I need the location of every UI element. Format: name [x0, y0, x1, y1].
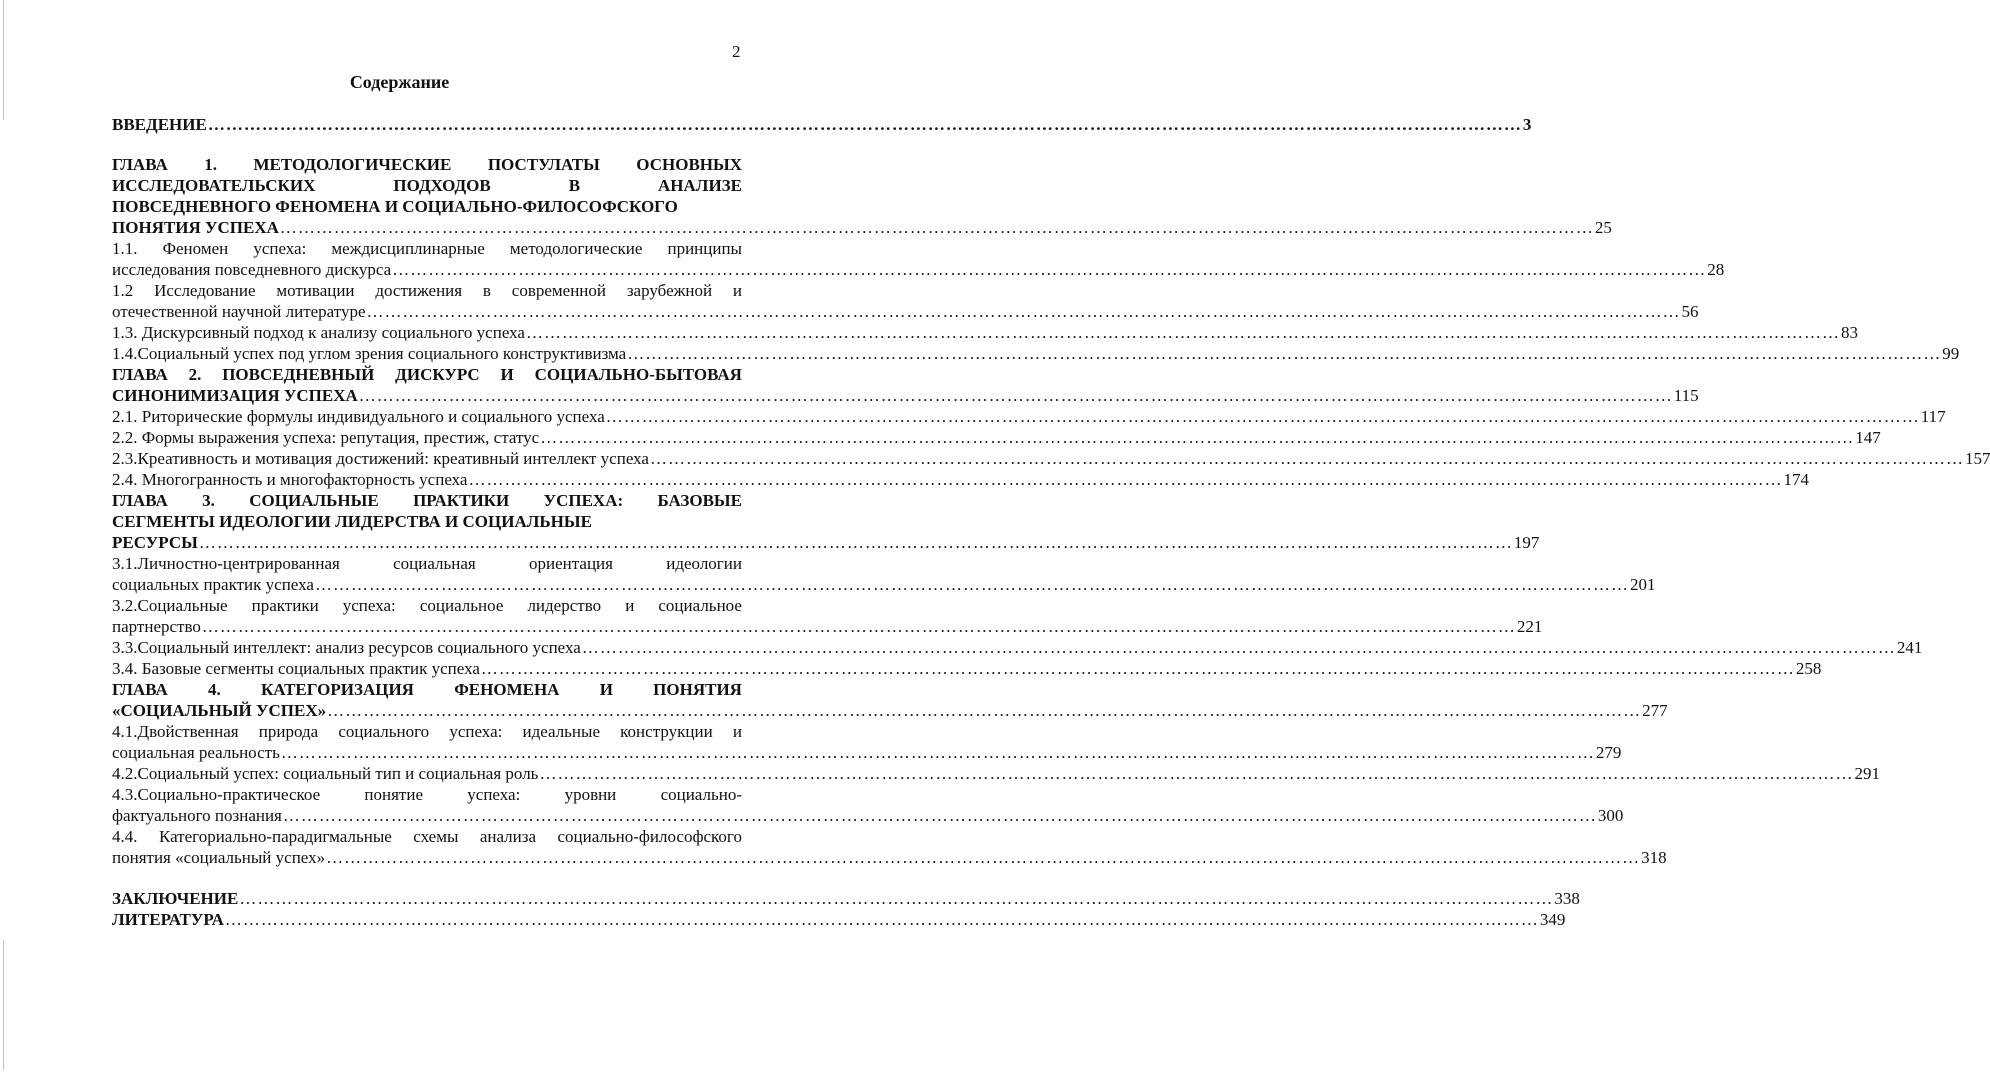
toc-section-2-1	[112, 406, 1946, 427]
toc-chapter-3	[112, 490, 1540, 553]
toc-line: ГЛАВА 4. КАТЕГОРИЗАЦИЯ ФЕНОМЕНА И ПОНЯТИЯ	[112, 680, 742, 699]
toc-entry-text: 2.2. Формы выражения успеха: репутация, престиж, статус	[112, 428, 540, 447]
toc-entry-text: 2.4. Многогранность и многофакторность успеха	[112, 470, 468, 489]
toc-page-number: 83	[1840, 323, 1858, 342]
toc-entry-text: социальная реальность	[112, 743, 280, 762]
toc-leader-dots: …………………………………………………………………………………………………………………………………………………………………………………………………	[649, 449, 1964, 468]
toc-page-number: 147	[1855, 428, 1881, 447]
toc-line: ИССЛЕДОВАТЕЛЬСКИХ ПОДХОДОВ В АНАЛИЗЕ	[112, 176, 742, 195]
toc-page-number: 197	[1513, 533, 1540, 552]
toc-section-2-3	[112, 448, 1990, 469]
toc-line: 3.2.Социальные практики успеха: социальное лидерство и социальное	[112, 596, 742, 615]
toc-page-number: 349	[1539, 910, 1566, 929]
toc-line: ГЛАВА 3. СОЦИАЛЬНЫЕ ПРАКТИКИ УСПЕХА: БАЗОВЫЕ	[112, 491, 742, 510]
toc-entry-text: ЗАКЛЮЧЕНИЕ	[112, 889, 239, 908]
toc-page-number: 279	[1595, 743, 1622, 762]
toc-entry-text: 4.2.Социальный успех: социальный тип и социальная роль	[112, 764, 539, 783]
toc-introduction	[112, 114, 1532, 135]
toc-line: СЕГМЕНТЫ ИДЕОЛОГИИ ЛИДЕРСТВА И СОЦИАЛЬНЫЕ	[112, 512, 592, 531]
toc-entry-text: социальных практик успеха	[112, 575, 314, 594]
scan-edge-mark	[3, 940, 4, 1070]
toc-entry-text: 1.3. Дискурсивный подход к анализу социального успеха	[112, 323, 525, 342]
toc-line: 3.1.Личностно-центрированная социальная ориентация идеологии	[112, 554, 742, 573]
toc-entry-text: отечественной научной литературе	[112, 302, 366, 321]
toc-leader-dots: …………………………………………………………………………………………………………………………………………………………………………………………………	[525, 323, 1840, 342]
toc-leader-dots: …………………………………………………………………………………………………………………………………………………………………………………………………	[605, 407, 1920, 426]
toc-page-number: 174	[1783, 470, 1809, 489]
toc-page-number: 277	[1642, 701, 1668, 720]
page-number: 2	[732, 42, 741, 61]
toc-section-1-1	[112, 238, 1725, 280]
toc-line: 4.3.Социально-практическое понятие успеха: уровни социально-	[112, 785, 742, 804]
toc-page-number: 291	[1854, 764, 1880, 783]
toc-entry-text: 2.3.Креативность и мотивация достижений: креативный интеллект успеха	[112, 449, 649, 468]
toc-line: 4.1.Двойственная природа социального успеха: идеальные конструкции и	[112, 722, 742, 741]
toc-line: 1.2 Исследование мотивации достижения в современной зарубежной и	[112, 281, 742, 300]
toc-leader-dots: …………………………………………………………………………………………………………………………………………………………………………………………………	[282, 806, 1597, 825]
toc-entry-text: партнерство	[112, 617, 201, 636]
toc-chapter-1	[112, 154, 1612, 238]
toc-leader-dots: …………………………………………………………………………………………………………………………………………………………………………………………………	[314, 575, 1629, 594]
toc-entry-text: 1.4.Социальный успех под углом зрения социального конструктивизма	[112, 344, 627, 363]
toc-line: ПОВСЕДНЕВНОГО ФЕНОМЕНА И СОЦИАЛЬНО-ФИЛОСОФСКОГО	[112, 197, 678, 216]
toc-leader-dots: …………………………………………………………………………………………………………………………………………………………………………………………………	[468, 470, 1783, 489]
toc-leader-dots: …………………………………………………………………………………………………………………………………………………………………………………………………	[627, 344, 1942, 363]
toc-line: 4.4. Категориально-парадигмальные схемы анализа социально-философского	[112, 827, 742, 846]
toc-entry-text: «СОЦИАЛЬНЫЙ УСПЕХ»	[112, 701, 327, 720]
toc-section-4-3	[112, 784, 1624, 826]
toc-leader-dots: …………………………………………………………………………………………………………………………………………………………………………………………………	[581, 638, 1896, 657]
scan-edge-mark	[3, 0, 4, 120]
toc-line: ГЛАВА 1. МЕТОДОЛОГИЧЕСКИЕ ПОСТУЛАТЫ ОСНОВНЫХ	[112, 155, 742, 174]
toc-section-4-2	[112, 763, 1880, 784]
toc-section-2-2	[112, 427, 1881, 448]
toc-leader-dots: …………………………………………………………………………………………………………………………………………………………………………………………………	[366, 302, 1681, 321]
toc-entry-text: исследования повседневного дискурса	[112, 260, 392, 279]
toc-page-number: 28	[1707, 260, 1725, 279]
toc-page-number: 338	[1554, 889, 1580, 908]
toc-entry-text: РЕСУРСЫ	[112, 533, 198, 552]
toc-entry-text: 3.3.Социальный интеллект: анализ ресурсов социального успеха	[112, 638, 581, 657]
toc-page-number: 241	[1896, 638, 1923, 657]
toc-chapter-4	[112, 679, 1668, 721]
toc-leader-dots: …………………………………………………………………………………………………………………………………………………………………………………………………	[207, 115, 1522, 134]
toc-chapter-2	[112, 364, 1699, 406]
toc-page-number: 115	[1673, 386, 1699, 405]
toc-leader-dots: …………………………………………………………………………………………………………………………………………………………………………………………………	[392, 260, 1707, 279]
toc-line: 1.1. Феномен успеха: междисциплинарные методологические принципы	[112, 239, 742, 258]
toc-section-3-2	[112, 595, 1543, 637]
toc-page-number: 99	[1942, 344, 1960, 363]
toc-page-number: 221	[1516, 617, 1543, 636]
toc-leader-dots: …………………………………………………………………………………………………………………………………………………………………………………………………	[540, 428, 1855, 447]
toc-page-number: 318	[1641, 848, 1667, 867]
toc-conclusion	[112, 888, 1580, 909]
toc-leader-dots: …………………………………………………………………………………………………………………………………………………………………………………………………	[239, 889, 1554, 908]
toc-page-number: 201	[1629, 575, 1656, 594]
toc-page-number: 56	[1681, 302, 1699, 321]
toc-page-number: 3	[1522, 115, 1532, 134]
toc-section-2-4	[112, 469, 1809, 490]
toc-entry-text: СИНОНИМИЗАЦИЯ УСПЕХА	[112, 386, 358, 405]
toc-leader-dots: …………………………………………………………………………………………………………………………………………………………………………………………………	[539, 764, 1854, 783]
toc-leader-dots: …………………………………………………………………………………………………………………………………………………………………………………………………	[280, 743, 1595, 762]
toc-section-1-2	[112, 280, 1699, 322]
toc-leader-dots: …………………………………………………………………………………………………………………………………………………………………………………………………	[326, 848, 1641, 867]
toc-leader-dots: …………………………………………………………………………………………………………………………………………………………………………………………………	[358, 386, 1673, 405]
toc-leader-dots: …………………………………………………………………………………………………………………………………………………………………………………………………	[480, 659, 1795, 678]
toc-literature	[112, 909, 1566, 930]
toc-section-3-4	[112, 658, 1822, 679]
toc-section-4-1	[112, 721, 1622, 763]
toc-leader-dots: …………………………………………………………………………………………………………………………………………………………………………………………………	[279, 218, 1594, 237]
toc-page-number: 25	[1594, 218, 1612, 237]
toc-entry-text: ВВЕДЕНИЕ	[112, 115, 207, 134]
toc-leader-dots: …………………………………………………………………………………………………………………………………………………………………………………………………	[201, 617, 1516, 636]
toc-entry-text: ЛИТЕРАТУРА	[112, 910, 224, 929]
toc-section-3-1	[112, 553, 1656, 595]
toc-section-1-4	[112, 343, 1960, 364]
toc-section-3-3	[112, 637, 1923, 658]
page-title: Содержание	[349, 72, 450, 92]
toc-page-number: 117	[1920, 407, 1946, 426]
toc-page-number: 258	[1795, 659, 1822, 678]
toc-leader-dots: …………………………………………………………………………………………………………………………………………………………………………………………………	[198, 533, 1513, 552]
toc-leader-dots: …………………………………………………………………………………………………………………………………………………………………………………………………	[327, 701, 1642, 720]
toc-section-4-4	[112, 826, 1667, 868]
toc-entry-text: 3.4. Базовые сегменты социальных практик успеха	[112, 659, 480, 678]
toc-entry-text: фактуального познания	[112, 806, 282, 825]
toc-entry-text: ПОНЯТИЯ УСПЕХА	[112, 218, 279, 237]
toc-line: ГЛАВА 2. ПОВСЕДНЕВНЫЙ ДИСКУРС И СОЦИАЛЬНО-БЫТОВАЯ	[112, 365, 742, 384]
toc-page-number: 300	[1597, 806, 1624, 825]
toc-entry-text: понятия «социальный успех»	[112, 848, 326, 867]
toc-section-1-3	[112, 322, 1858, 343]
toc-leader-dots: …………………………………………………………………………………………………………………………………………………………………………………………………	[224, 910, 1539, 929]
toc-entry-text: 2.1. Риторические формулы индивидуального и социального успеха	[112, 407, 605, 426]
toc-page-number: 157	[1964, 449, 1990, 468]
